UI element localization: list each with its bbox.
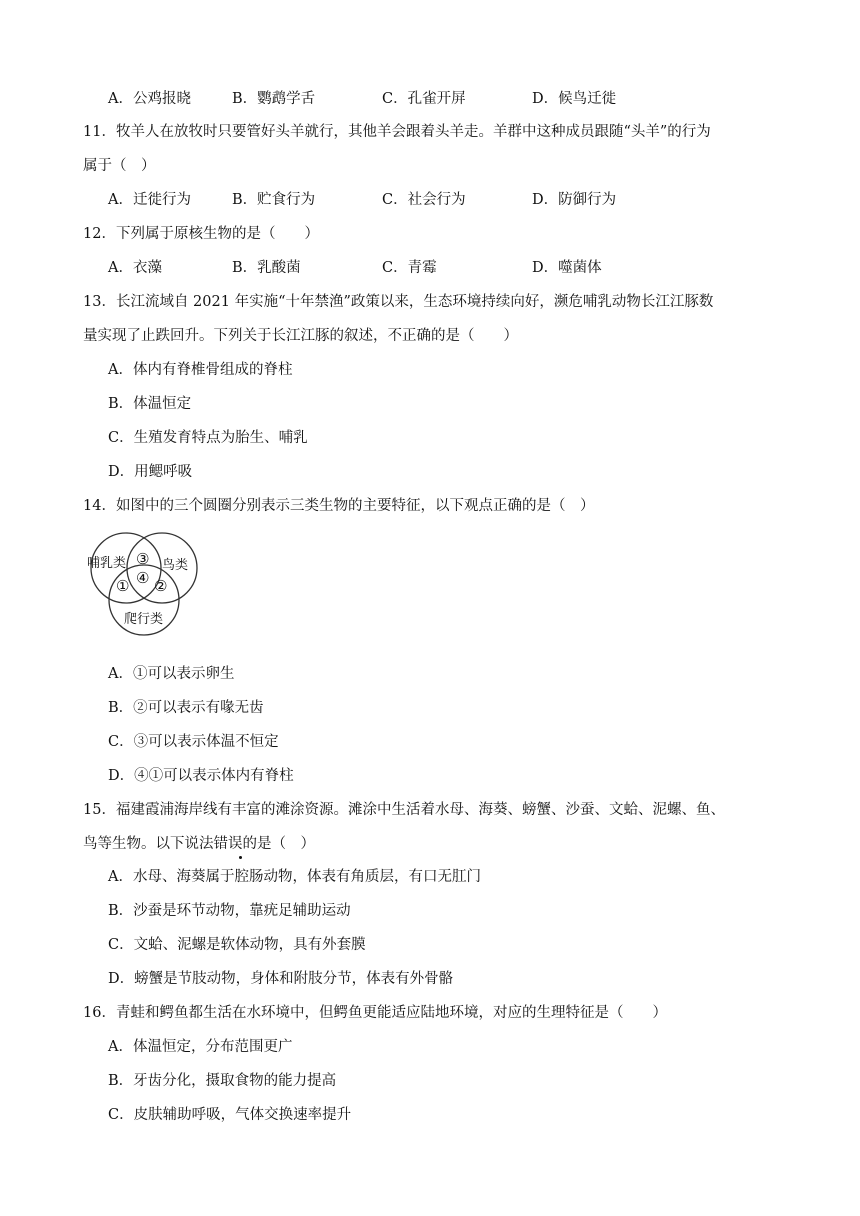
q13-option-a[interactable]: A．体内有脊椎骨组成的脊柱	[108, 362, 293, 378]
q13-stem-line2: 量实现了止跌回升。下列关于长江江豚的叙述，不正确的是（ ）	[83, 328, 518, 344]
q15-option-b[interactable]: B．沙蚕是环节动物，靠疣足辅助运动	[108, 903, 351, 919]
q14-option-b[interactable]: B．②可以表示有喙无齿	[108, 700, 264, 716]
q12-option-b[interactable]: B．乳酸菌	[232, 260, 301, 276]
q13-option-b[interactable]: B．体温恒定	[108, 396, 192, 412]
q16-option-c[interactable]: C．皮肤辅助呼吸，气体交换速率提升	[108, 1107, 352, 1123]
q12-option-d[interactable]: D．噬菌体	[532, 260, 602, 276]
q15-option-a[interactable]: A．水母、海葵属于腔肠动物，体表有角质层，有口无肛门	[108, 869, 481, 885]
q12-option-a[interactable]: A．衣藻	[108, 260, 162, 276]
q11-option-a[interactable]: A．迁徙行为	[108, 192, 191, 208]
q10-option-d[interactable]: D．候鸟迁徙	[532, 91, 617, 107]
q13-option-c[interactable]: C．生殖发育特点为胎生、哺乳	[108, 430, 308, 446]
q12-option-c[interactable]: C．青霉	[382, 260, 437, 276]
q13-stem-line1: 13．长江流域自 2021 年实施“十年禁渔”政策以来，生态环境持续向好，濒危哺乳动物长江江豚数	[83, 294, 714, 310]
venn-diagram	[82, 528, 206, 640]
q14-option-a[interactable]: A．①可以表示卵生	[108, 666, 235, 682]
q10-option-c[interactable]: C．孔雀开屏	[382, 91, 466, 107]
q11-option-c[interactable]: C．社会行为	[382, 192, 466, 208]
q16-stem: 16．青蛙和鳄鱼都生活在水环境中，但鳄鱼更能适应陆地环境，对应的生理特征是（ ）	[83, 1005, 667, 1021]
venn-label-birds: 鸟类	[162, 558, 189, 573]
q10-option-a[interactable]: A．公鸡报晓	[108, 91, 191, 107]
venn-region-2: ②	[154, 577, 168, 595]
q15-stem-line2: 鸟等生物。以下说法错误的是（ ）	[83, 836, 315, 852]
q14-option-d[interactable]: D．④①可以表示体内有脊柱	[108, 768, 294, 784]
q14-option-c[interactable]: C．③可以表示体温不恒定	[108, 734, 279, 750]
venn-region-4: ④	[136, 569, 150, 587]
venn-label-reptiles: 爬行类	[124, 612, 164, 627]
q11-stem-line1: 11．牧羊人在放牧时只要管好头羊就行，其他羊会跟着头羊走。羊群中这种成员跟随“头羊”的行为	[83, 124, 711, 140]
emphasis-dot	[239, 856, 242, 859]
q15-option-c[interactable]: C．文蛤、泥螺是软体动物，具有外套膜	[108, 937, 366, 953]
q12-stem: 12．下列属于原核生物的是（ ）	[83, 226, 319, 242]
venn-region-3: ③	[136, 550, 150, 568]
q11-option-d[interactable]: D．防御行为	[532, 192, 617, 208]
q14-stem: 14．如图中的三个圆圈分别表示三类生物的主要特征，以下观点正确的是（ ）	[83, 498, 595, 514]
venn-label-mammals: 哺乳类	[87, 556, 127, 571]
q11-option-b[interactable]: B．贮食行为	[232, 192, 316, 208]
q13-option-d[interactable]: D．用鳃呼吸	[108, 464, 193, 480]
q16-option-b[interactable]: B．牙齿分化，摄取食物的能力提高	[108, 1073, 337, 1089]
q10-option-b[interactable]: B．鹦鹉学舌	[232, 91, 316, 107]
q11-stem-line2: 属于（ ）	[83, 158, 156, 174]
q15-option-d[interactable]: D．螃蟹是节肢动物，身体和附肢分节，体表有外骨骼	[108, 971, 454, 987]
q15-stem-line1: 15．福建霞浦海岸线有丰富的滩涂资源。滩涂中生活着水母、海葵、螃蟹、沙蚕、文蛤、泥螺、鱼、	[83, 802, 725, 818]
q16-option-a[interactable]: A．体温恒定，分布范围更广	[108, 1039, 293, 1055]
venn-region-1: ①	[116, 577, 130, 595]
